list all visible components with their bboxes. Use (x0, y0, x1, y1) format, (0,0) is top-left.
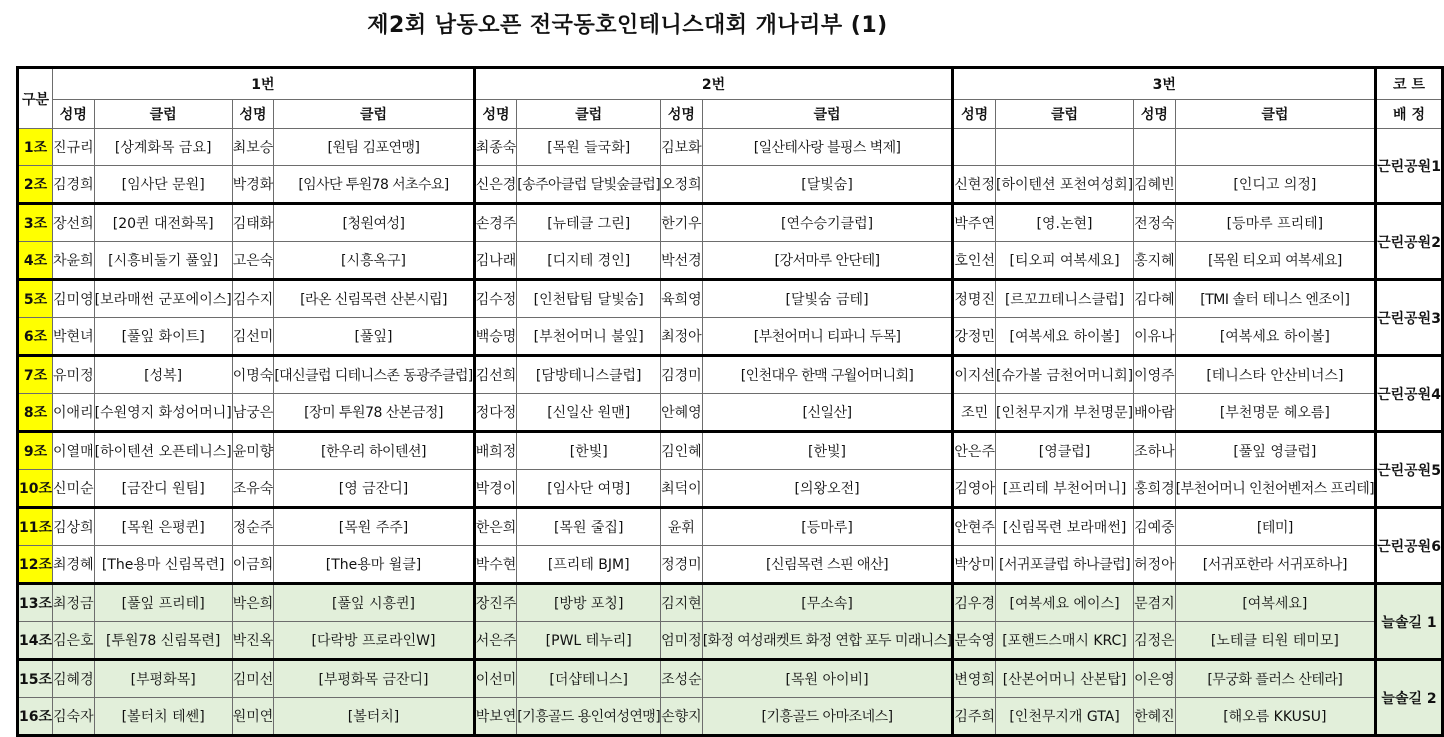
club-header: 클럽 (274, 100, 474, 129)
player-name: 강정민 (953, 318, 996, 356)
schedule-body (18, 129, 1443, 736)
player-name: 한기우 (661, 204, 703, 242)
player-club: [등마루 프리테] (1175, 204, 1375, 242)
player-club: [여복세요 하이볼] (1175, 318, 1375, 356)
player-name: 이열매 (53, 432, 95, 470)
table-row (18, 584, 1443, 622)
player-name: 백승명 (474, 318, 517, 356)
player-club: [기흥골드 아마조네스] (702, 698, 953, 736)
player-club: [인디고 의정] (1175, 166, 1375, 204)
group-label: 6조 (18, 318, 53, 356)
player-club: [방방 포칭] (517, 584, 661, 622)
player-club: [목원 티오피 여복세요] (1175, 242, 1375, 280)
player-name: 진규리 (53, 129, 95, 166)
table-row (18, 280, 1443, 318)
player-name: 김보화 (661, 129, 703, 166)
player-name: 이선미 (474, 660, 517, 698)
table-row (18, 470, 1443, 508)
player-club: [신일산] (702, 394, 953, 432)
player-name: 김나래 (474, 242, 517, 280)
player-name: 문겸지 (1134, 584, 1176, 622)
table-row (18, 129, 1443, 166)
player-club: [노테클 티원 테미모] (1175, 622, 1375, 660)
player-name: 박진옥 (232, 622, 274, 660)
player-club: [해오름 KKUSU] (1175, 698, 1375, 736)
group-label: 8조 (18, 394, 53, 432)
player-name: 서은주 (474, 622, 517, 660)
player-name: 고은숙 (232, 242, 274, 280)
group-label: 11조 (18, 508, 53, 546)
player-name: 박경화 (232, 166, 274, 204)
player-club: [투원78 신림목련] (94, 622, 232, 660)
player-club: [장미 투원78 산본금정] (274, 394, 474, 432)
player-name: 변영희 (953, 660, 996, 698)
player-club: [연수승기클럽] (702, 204, 953, 242)
player-name: 이금희 (232, 546, 274, 584)
player-name: 박은희 (232, 584, 274, 622)
player-club: [프리테 BJM] (517, 546, 661, 584)
player-name: 박주연 (953, 204, 996, 242)
court-assignment: 근린공원1 (1376, 129, 1443, 204)
player-name: 안은주 (953, 432, 996, 470)
court-assignment: 근린공원2 (1376, 204, 1443, 280)
player-name: 김은호 (53, 622, 95, 660)
page-title: 제2회 남동오픈 전국동호인테니스대회 개나리부 (1) (367, 13, 888, 38)
group-label: 7조 (18, 356, 53, 394)
player-club: [목원 아이비] (702, 660, 953, 698)
player-club: [목원 주주] (274, 508, 474, 546)
player-name: 엄미정 (661, 622, 703, 660)
player-name: 최종숙 (474, 129, 517, 166)
group-label: 3조 (18, 204, 53, 242)
player-name: 신은경 (474, 166, 517, 204)
court-1-header: 1번 (53, 68, 475, 100)
division-header: 구분 (18, 68, 53, 129)
name-header: 성명 (661, 100, 703, 129)
player-club: [영.논현] (995, 204, 1133, 242)
player-club: [상계화목 금요] (94, 129, 232, 166)
player-name: 정경미 (661, 546, 703, 584)
player-club: [테미] (1175, 508, 1375, 546)
player-club (1175, 129, 1375, 166)
name-header: 성명 (953, 100, 996, 129)
club-header: 클럽 (94, 100, 232, 129)
player-club: [볼터치] (274, 698, 474, 736)
group-label: 16조 (18, 698, 53, 736)
player-club: [목원 들국화] (517, 129, 661, 166)
player-name: 안현주 (953, 508, 996, 546)
player-club: [부천어머니 티파니 두목] (702, 318, 953, 356)
club-header: 클럽 (1175, 100, 1375, 129)
player-club: [시흥비둘기 풀잎] (94, 242, 232, 280)
player-club: [목원 줄집] (517, 508, 661, 546)
court-3-header: 3번 (953, 68, 1376, 100)
player-name: 원미연 (232, 698, 274, 736)
table-row (18, 622, 1443, 660)
player-name: 장선희 (53, 204, 95, 242)
player-club: [일산테사랑 블핑스 벽제] (702, 129, 953, 166)
player-club: [부평화목 금잔디] (274, 660, 474, 698)
player-name: 문숙영 (953, 622, 996, 660)
player-club: [임사단 여명] (517, 470, 661, 508)
player-name: 호인선 (953, 242, 996, 280)
player-club: [산본어머니 산본탑] (995, 660, 1133, 698)
player-club: [영클럽] (995, 432, 1133, 470)
court-2-header: 2번 (474, 68, 953, 100)
player-club: [신림목련 보라매썬] (995, 508, 1133, 546)
club-header: 클럽 (995, 100, 1133, 129)
player-name: 박현녀 (53, 318, 95, 356)
player-name: 홍지혜 (1134, 242, 1176, 280)
table-row (18, 242, 1443, 280)
player-name: 손경주 (474, 204, 517, 242)
player-club: [기흥골드 용인여성연맹] (517, 698, 661, 736)
player-club: [The용마 신림목련] (94, 546, 232, 584)
player-name (953, 129, 996, 166)
player-club: [여복세요 에이스] (995, 584, 1133, 622)
player-club: [달빛숨] (702, 166, 953, 204)
player-club (995, 129, 1133, 166)
player-club: [신림목련 스핀 애산] (702, 546, 953, 584)
player-club: [더샵테니스] (517, 660, 661, 698)
player-name: 정순주 (232, 508, 274, 546)
player-club: [인천무지개 부천명문] (995, 394, 1133, 432)
table-row (18, 546, 1443, 584)
player-club: [한빛] (702, 432, 953, 470)
player-club: [여복세요 하이볼] (995, 318, 1133, 356)
player-club: [여복세요] (1175, 584, 1375, 622)
player-name: 김숙자 (53, 698, 95, 736)
player-name: 이은영 (1134, 660, 1176, 698)
player-club: [풀잎] (274, 318, 474, 356)
court-assignment: 근린공원6 (1376, 508, 1443, 584)
player-club: [보라매썬 군포에이스] (94, 280, 232, 318)
player-name: 김태화 (232, 204, 274, 242)
player-name: 김예중 (1134, 508, 1176, 546)
player-name: 정명진 (953, 280, 996, 318)
group-label: 1조 (18, 129, 53, 166)
player-club: [신일산 원맨] (517, 394, 661, 432)
player-club: [디지테 경인] (517, 242, 661, 280)
player-name: 배희정 (474, 432, 517, 470)
player-name: 박보연 (474, 698, 517, 736)
player-name: 박상미 (953, 546, 996, 584)
table-row (18, 508, 1443, 546)
group-label: 15조 (18, 660, 53, 698)
player-club: [풀잎 시흥퀸] (274, 584, 474, 622)
player-club: [시흥옥구] (274, 242, 474, 280)
player-club: [볼터치 테쎈] (94, 698, 232, 736)
player-name: 육희영 (661, 280, 703, 318)
court-assignment: 근린공원5 (1376, 432, 1443, 508)
player-club: [프리테 부천어머니] (995, 470, 1133, 508)
player-name: 김선희 (474, 356, 517, 394)
player-name: 김수정 (474, 280, 517, 318)
player-name: 이유나 (1134, 318, 1176, 356)
player-name: 차윤희 (53, 242, 95, 280)
player-name: 윤휘 (661, 508, 703, 546)
player-name: 전정숙 (1134, 204, 1176, 242)
player-name: 김미선 (232, 660, 274, 698)
player-name: 홍희경 (1134, 470, 1176, 508)
player-club: [서귀포클럽 하나클럽] (995, 546, 1133, 584)
player-name: 이영주 (1134, 356, 1176, 394)
player-name: 김정은 (1134, 622, 1176, 660)
group-label: 10조 (18, 470, 53, 508)
name-header: 성명 (474, 100, 517, 129)
player-name: 이지선 (953, 356, 996, 394)
player-name: 박선경 (661, 242, 703, 280)
player-name: 조성순 (661, 660, 703, 698)
player-club: [한우리 하이텐션] (274, 432, 474, 470)
player-club: [청원여성] (274, 204, 474, 242)
group-label: 12조 (18, 546, 53, 584)
player-name: 김상희 (53, 508, 95, 546)
player-club: [다락방 프로라인W] (274, 622, 474, 660)
court-assignment: 늘솔길 2 (1376, 660, 1443, 736)
name-header: 성명 (232, 100, 274, 129)
player-club: [의왕오전] (702, 470, 953, 508)
player-club: [금잔디 원팀] (94, 470, 232, 508)
player-club: [부천어머니 인천어벤저스 프리테] (1175, 470, 1375, 508)
player-name: 오정희 (661, 166, 703, 204)
table-row (18, 356, 1443, 394)
player-name: 손향지 (661, 698, 703, 736)
player-club: [테니스타 안산비너스] (1175, 356, 1375, 394)
player-name: 김선미 (232, 318, 274, 356)
player-club: [부천명문 헤오름] (1175, 394, 1375, 432)
player-name: 김우경 (953, 584, 996, 622)
player-name: 김지현 (661, 584, 703, 622)
player-club: [부천어머니 불잎] (517, 318, 661, 356)
group-label: 5조 (18, 280, 53, 318)
player-club: [풀잎 프리테] (94, 584, 232, 622)
player-club: [라온 신림목련 산본시립] (274, 280, 474, 318)
player-name: 장진주 (474, 584, 517, 622)
player-club: [인천대우 한맥 구월어머니회] (702, 356, 953, 394)
player-name: 이명숙 (232, 356, 274, 394)
table-row (18, 660, 1443, 698)
player-name: 이애리 (53, 394, 95, 432)
player-name: 윤미향 (232, 432, 274, 470)
player-club: [서귀포한라 서귀포하나] (1175, 546, 1375, 584)
player-name: 김주희 (953, 698, 996, 736)
player-club: [임사단 투원78 서초수요] (274, 166, 474, 204)
player-name: 김혜경 (53, 660, 95, 698)
table-row (18, 698, 1443, 736)
group-label: 14조 (18, 622, 53, 660)
player-club: [르꼬끄테니스클럽] (995, 280, 1133, 318)
player-name: 김인혜 (661, 432, 703, 470)
player-club: [한빛] (517, 432, 661, 470)
player-club: [수원영지 화성어머니] (94, 394, 232, 432)
court-assignment: 근린공원3 (1376, 280, 1443, 356)
player-name: 최덕이 (661, 470, 703, 508)
player-name: 신현정 (953, 166, 996, 204)
court-assign-header-bottom: 배 정 (1376, 100, 1443, 129)
player-club: [The용마 윌클] (274, 546, 474, 584)
player-name: 김혜빈 (1134, 166, 1176, 204)
player-name: 배아람 (1134, 394, 1176, 432)
player-name: 김수지 (232, 280, 274, 318)
player-name: 허정아 (1134, 546, 1176, 584)
table-row (18, 394, 1443, 432)
player-club: [부평화목] (94, 660, 232, 698)
table-row (18, 204, 1443, 242)
player-club: [슈가볼 금천어머니회] (995, 356, 1133, 394)
player-club: [풀잎 화이트] (94, 318, 232, 356)
player-name: 김영아 (953, 470, 996, 508)
group-label: 9조 (18, 432, 53, 470)
table-row (18, 318, 1443, 356)
name-header: 성명 (1134, 100, 1176, 129)
player-name: 김경미 (661, 356, 703, 394)
player-club: [화정 여성래켓트 화정 연합 포두 미래니스] (702, 622, 953, 660)
player-club: [담방테니스클럽] (517, 356, 661, 394)
player-club: [목원 은평퀸] (94, 508, 232, 546)
player-club: [강서마루 안단테] (702, 242, 953, 280)
player-club: [대신클럽 디테니스존 동광주클럽] (274, 356, 474, 394)
player-club: [티오피 여복세요] (995, 242, 1133, 280)
table-row (18, 166, 1443, 204)
player-club: [인천무지개 GTA] (995, 698, 1133, 736)
player-name: 최정아 (661, 318, 703, 356)
player-club: [영 금잔디] (274, 470, 474, 508)
player-name: 박수현 (474, 546, 517, 584)
player-name: 박경이 (474, 470, 517, 508)
player-club: [하이텐션 포천여성회] (995, 166, 1133, 204)
player-name: 최정금 (53, 584, 95, 622)
player-name: 김다혜 (1134, 280, 1176, 318)
name-header: 성명 (53, 100, 95, 129)
player-name: 조하나 (1134, 432, 1176, 470)
player-club: [뉴테클 그린] (517, 204, 661, 242)
player-club: [TMI 솔터 테니스 엔조이] (1175, 280, 1375, 318)
player-name: 유미정 (53, 356, 95, 394)
court-assignment: 늘솔길 1 (1376, 584, 1443, 660)
player-name: 신미순 (53, 470, 95, 508)
club-header: 클럽 (702, 100, 953, 129)
player-club: [포핸드스매시 KRC] (995, 622, 1133, 660)
player-name: 한혜진 (1134, 698, 1176, 736)
player-name: 한은희 (474, 508, 517, 546)
player-club: [무소속] (702, 584, 953, 622)
court-assign-header-top: 코 트 (1376, 68, 1443, 100)
player-name: 조민 (953, 394, 996, 432)
player-name: 안혜영 (661, 394, 703, 432)
player-club: [무궁화 플러스 산테라] (1175, 660, 1375, 698)
court-assignment: 근린공원4 (1376, 356, 1443, 432)
group-label: 2조 (18, 166, 53, 204)
player-name: 김미영 (53, 280, 95, 318)
player-name: 남궁은 (232, 394, 274, 432)
player-name: 최보승 (232, 129, 274, 166)
player-club: [임사단 문원] (94, 166, 232, 204)
club-header: 클럽 (517, 100, 661, 129)
player-club: [등마루] (702, 508, 953, 546)
player-club: [인천탑팀 달빛숨] (517, 280, 661, 318)
player-name: 조유숙 (232, 470, 274, 508)
player-name (1134, 129, 1176, 166)
player-club: [20퀸 대전화목] (94, 204, 232, 242)
player-name: 최경혜 (53, 546, 95, 584)
player-club: [성복] (94, 356, 232, 394)
player-club: [달빛숨 금테] (702, 280, 953, 318)
schedule-table (16, 66, 1444, 737)
player-club: [송주아클럽 달빛숲클럽] (517, 166, 661, 204)
player-club: [풀잎 영클럽] (1175, 432, 1375, 470)
table-row (18, 432, 1443, 470)
group-label: 13조 (18, 584, 53, 622)
player-name: 김경희 (53, 166, 95, 204)
player-club: [PWL 테누리] (517, 622, 661, 660)
group-label: 4조 (18, 242, 53, 280)
player-club: [원팀 김포연맹] (274, 129, 474, 166)
player-club: [하이텐션 오픈테니스] (94, 432, 232, 470)
player-name: 정다정 (474, 394, 517, 432)
